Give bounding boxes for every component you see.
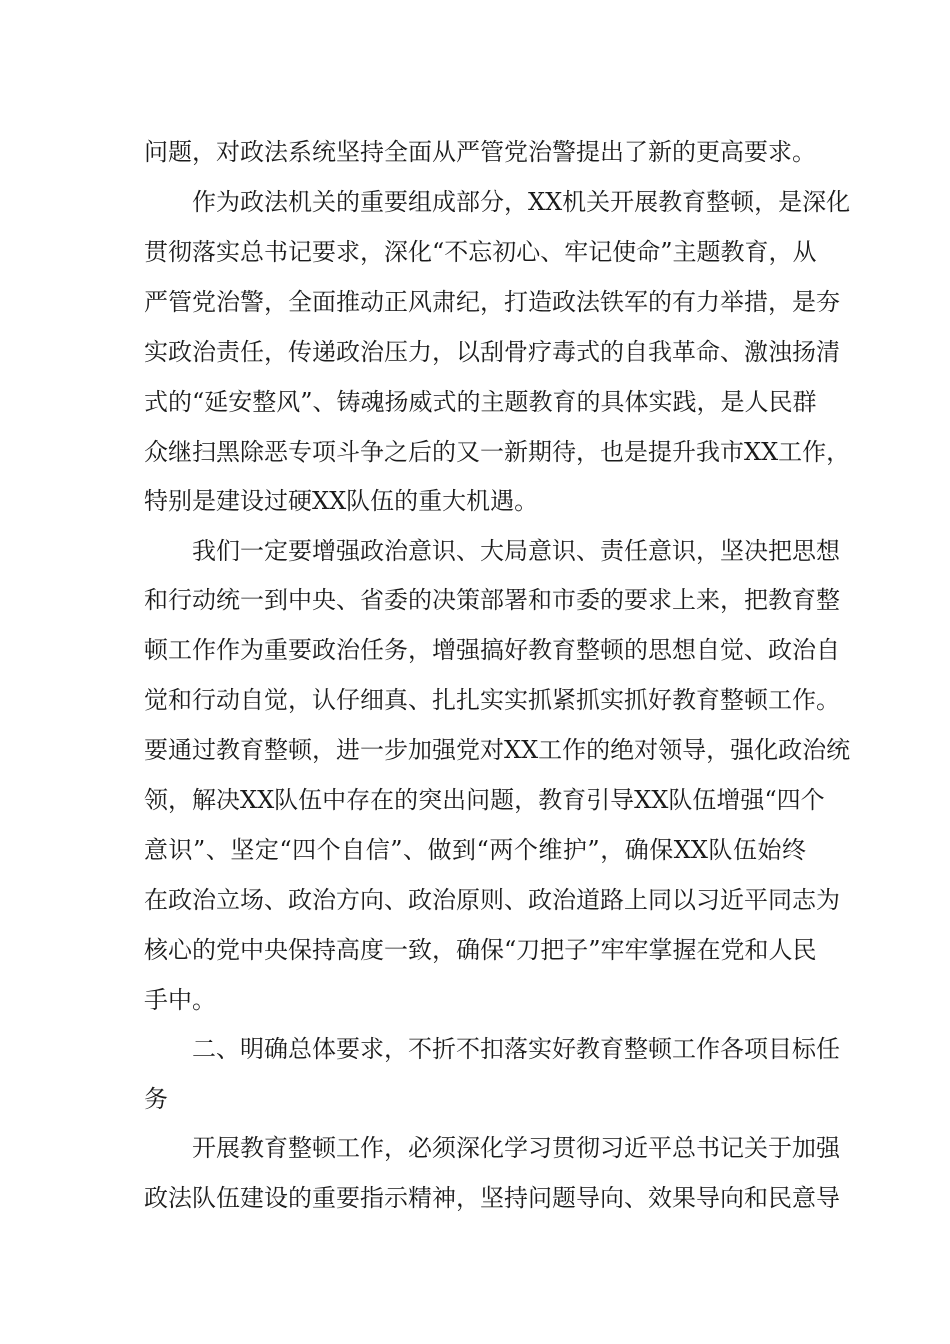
body-text-line: 特别是建设过硬XX队伍的重大机遇。: [144, 487, 539, 515]
body-text-line: 开展教育整顿工作，必须深化学习贯彻习近平总书记关于加强: [192, 1134, 840, 1162]
body-text-line: 意识”、坚定“四个自信”、做到“两个维护”，确保XX队伍始终: [144, 836, 806, 864]
body-text-line: 手中。: [144, 986, 216, 1014]
body-text-line: 问题，对政法系统坚持全面从严管党治警提出了新的更高要求。: [144, 138, 816, 166]
body-text-line: 实政治责任，传递政治压力，以刮骨疗毒式的自我革命、激浊扬清: [144, 338, 840, 366]
section-heading-line: 二、明确总体要求，不折不扣落实好教育整顿工作各项目标任: [192, 1035, 840, 1063]
body-text-line: 贯彻落实总书记要求，深化“不忘初心、牢记使命”主题教育，从: [144, 238, 817, 266]
body-text-line: 严管党治警，全面推动正风肃纪，打造政法铁军的有力举措，是夯: [144, 288, 840, 316]
body-text-line: 要通过教育整顿，进一步加强党对XX工作的绝对领导，强化政治统: [144, 736, 851, 764]
body-text-line: 和行动统一到中央、省委的决策部署和市委的要求上来，把教育整: [144, 586, 840, 614]
body-text-line: 顿工作作为重要政治任务，增强搞好教育整顿的思想自觉、政治自: [144, 636, 840, 664]
body-text-line: 作为政法机关的重要组成部分，XX机关开展教育整顿，是深化: [192, 188, 851, 216]
body-text-line: 众继扫黑除恶专项斗争之后的又一新期待，也是提升我市XX工作，: [144, 438, 851, 466]
body-text-line: 在政治立场、政治方向、政治原则、政治道路上同以习近平同志为: [144, 886, 840, 914]
body-text-line: 领，解决XX队伍中存在的突出问题，教育引导XX队伍增强“四个: [144, 786, 825, 814]
body-text-line: 式的“延安整风”、铸魂扬威式的主题教育的具体实践，是人民群: [144, 388, 817, 416]
body-text-line: 政法队伍建设的重要指示精神，坚持问题导向、效果导向和民意导: [144, 1184, 840, 1212]
section-heading-line: 务: [144, 1085, 168, 1113]
body-text-line: 觉和行动自觉，认仔细真、扎扎实实抓紧抓实抓好教育整顿工作。: [144, 686, 840, 714]
body-text-line: 我们一定要增强政治意识、大局意识、责任意识，坚决把思想: [192, 537, 840, 565]
body-text-line: 核心的党中央保持高度一致，确保“刀把子”牢牢掌握在党和人民: [144, 936, 817, 964]
